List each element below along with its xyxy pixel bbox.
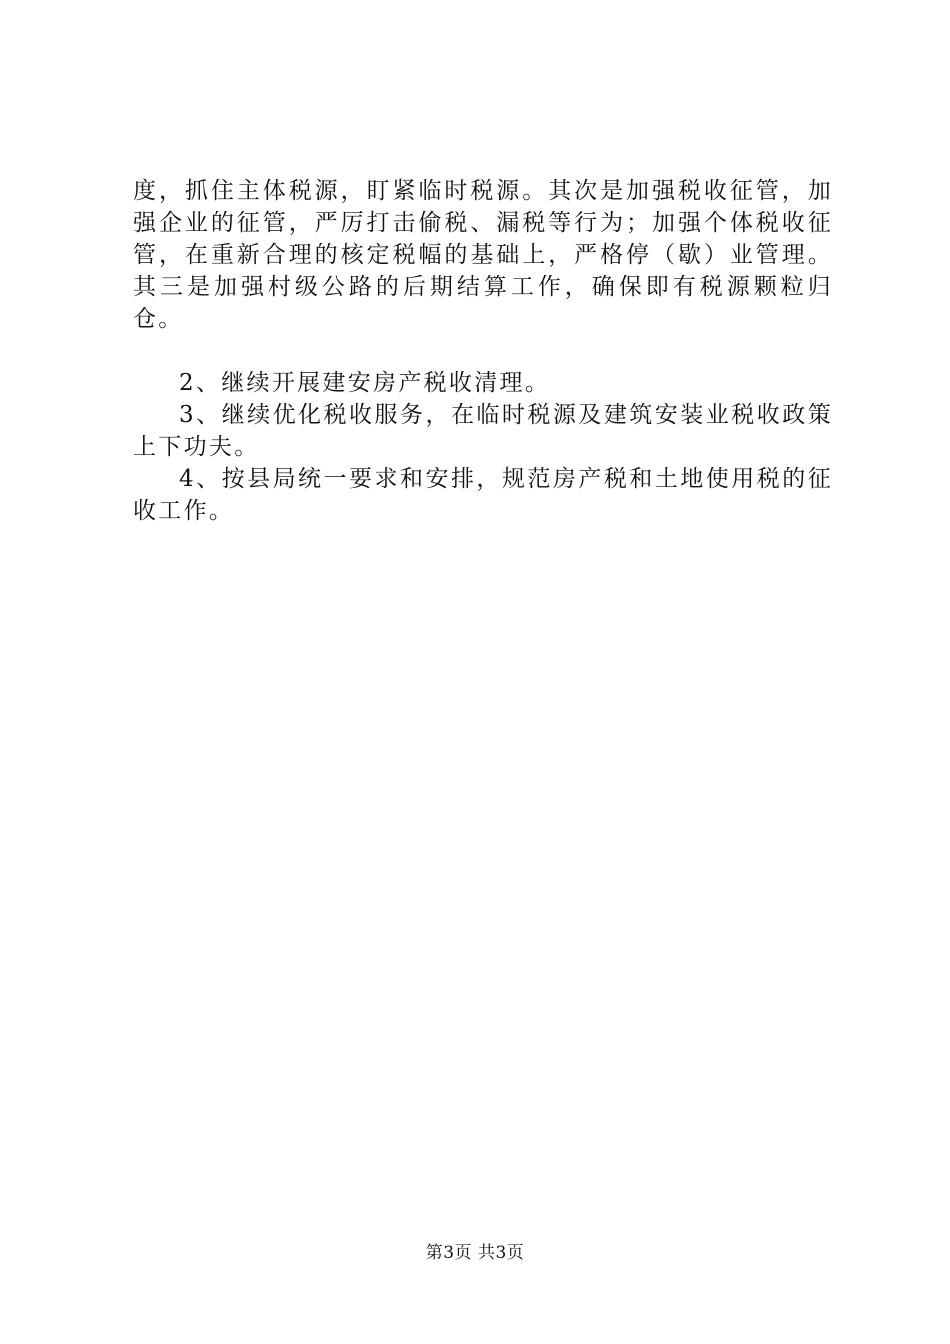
paragraph-item-4: 4、按县局统一要求和安排，规范房产税和土地使用税的征收工作。 [133, 466, 833, 524]
paragraph-item-3: 3、继续优化税收服务，在临时税源及建筑安装业税收政策上下功夫。 [133, 402, 833, 460]
page-footer: 第3页 共3页 [425, 1243, 525, 1263]
paragraph-tax-management: 度，抓住主体税源，盯紧临时税源。其次是加强税收征管，加强企业的征管，严厉打击偷税、漏税等行为；加强个体税收征管，在重新合理的核定税幅的基础上，严格停（歇）业管理。其三是加强村级公路的后期结算工作，确保即有税源颗粒归仓。 [133, 178, 833, 332]
paragraph-item-2: 2、继续开展建安房产税收清理。 [179, 370, 551, 396]
document-body [133, 175, 833, 527]
